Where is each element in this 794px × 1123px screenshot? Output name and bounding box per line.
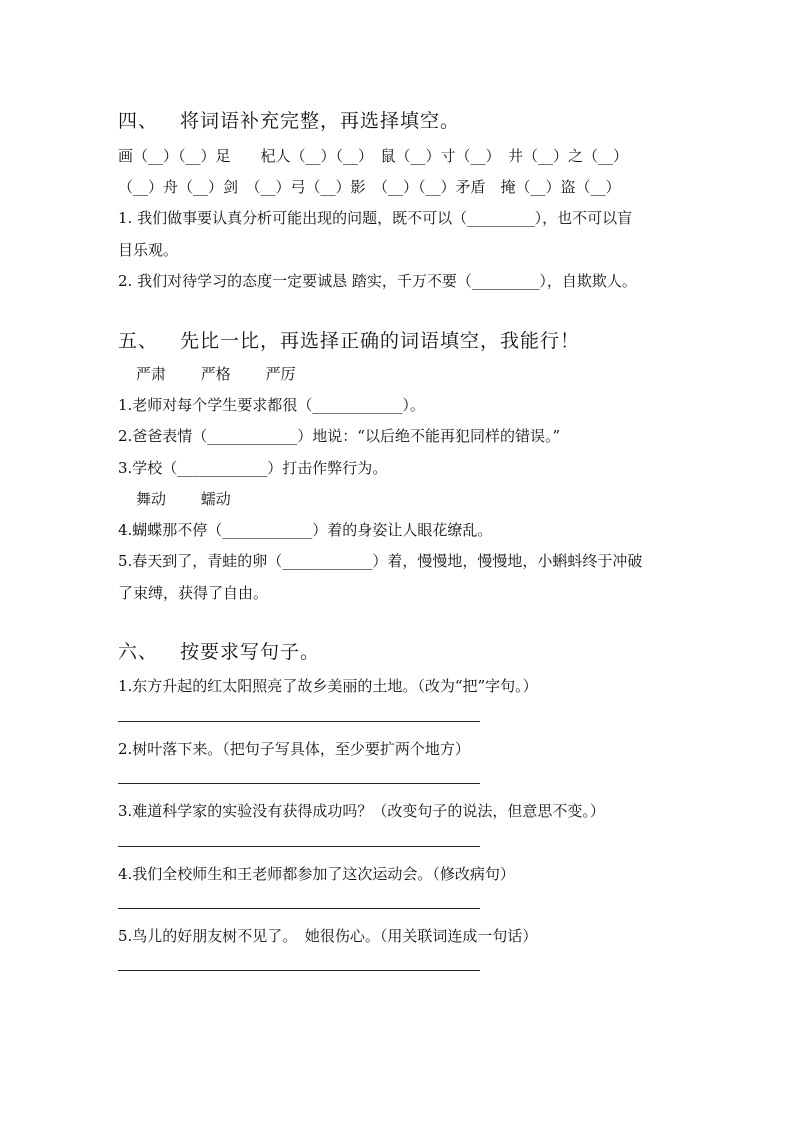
section-5-number: 五、 [118, 330, 159, 352]
s4-question-1-line-1: 1. 我们做事要认真分析可能出现的问题，既不可以（_________），也不可以盲 [118, 209, 633, 227]
s5-question-1: 1.老师对每个学生要求都很（____________）。 [118, 396, 425, 414]
answer-line-3[interactable] [118, 846, 480, 847]
s5-question-5-line-1: 5.春天到了，青蛙的卵（____________）着，慢慢地，慢慢地，小蝌蚪终于冲破 [118, 552, 643, 570]
section-4-number: 四、 [118, 110, 159, 132]
word-choice: 蠕动 [200, 490, 231, 508]
section-6-title: 按要求写句子。 [180, 641, 321, 663]
idioms-row-1: 画（__）（__）足 杞人（__）（__） 鼠（__）寸（__） 井（__）之（__） [118, 147, 629, 165]
s6-question-2: 2.树叶落下来。（把句子写具体，至少要扩两个地方） [118, 740, 470, 758]
answer-line-5[interactable] [118, 970, 480, 971]
s5-question-3: 3.学校（____________）打击作弊行为。 [118, 459, 388, 477]
word-choice: 严格 [200, 365, 231, 383]
idioms-row-2: （__）舟（__）剑 （__）弓（__）影 （__）（__）矛盾 掩（__）盗（__） [118, 178, 621, 196]
section-4-heading [118, 106, 460, 133]
word-choice: 舞动 [136, 490, 167, 508]
section-6-heading [118, 637, 320, 664]
s5-question-2: 2.爸爸表情（____________）地说：“以后绝不能再犯同样的错误。” [118, 427, 561, 445]
s6-question-5: 5.鸟儿的好朋友树不见了。 她很伤心。（用关联词连成一句话） [118, 927, 538, 945]
s5-question-4: 4.蝴蝶那不停（____________）着的身姿让人眼花缭乱。 [118, 521, 493, 539]
s6-question-3: 3.难道科学家的实验没有获得成功吗？（改变句子的说法，但意思不变。） [118, 802, 605, 820]
word-choices-b [136, 488, 261, 509]
s4-question-2: 2. 我们对待学习的态度一定要诚恳 踏实，千万不要（_________），自欺欺人。 [118, 272, 637, 290]
s6-question-4: 4.我们全校师生和王老师都参加了这次运动会。（修改病句） [118, 865, 515, 883]
section-5-heading [118, 326, 580, 353]
word-choice: 严肃 [136, 365, 167, 383]
word-choices-a [136, 363, 326, 384]
section-6-number: 六、 [118, 641, 159, 663]
s6-question-1: 1.东方升起的红太阳照亮了故乡美丽的土地。（改为“把”字句。） [118, 677, 538, 695]
answer-line-1[interactable] [118, 721, 480, 722]
answer-line-4[interactable] [118, 908, 480, 909]
answer-line-2[interactable] [118, 783, 480, 784]
word-choice: 严厉 [265, 365, 296, 383]
section-5-title: 先比一比，再选择正确的词语填空，我能行！ [180, 330, 581, 352]
s5-question-5-line-2: 了束缚，获得了自由。 [118, 584, 269, 602]
s4-question-1-line-2: 目乐观。 [118, 241, 179, 259]
section-4-title: 将词语补充完整，再选择填空。 [180, 110, 461, 132]
